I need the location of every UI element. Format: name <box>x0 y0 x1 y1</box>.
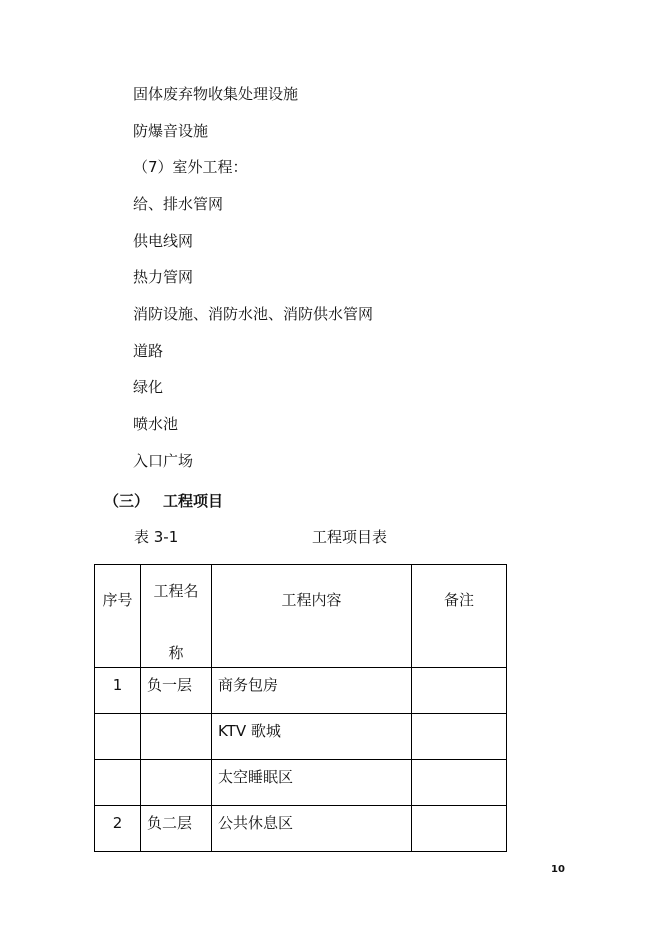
cell-no <box>95 760 141 806</box>
body-line-fountain: 喷水池 <box>133 415 179 433</box>
page-number: 10 <box>551 864 565 875</box>
cell-content: 公共休息区 <box>212 806 412 852</box>
section-number: （三） <box>104 492 150 510</box>
table-caption-number: 表 3-1 <box>134 528 179 546</box>
body-line-green: 绿化 <box>133 378 164 396</box>
section-heading <box>104 491 223 511</box>
header-remark: 备注 <box>412 565 507 668</box>
cell-remark <box>412 806 507 852</box>
cell-content: 太空睡眠区 <box>212 760 412 806</box>
body-line-fire: 消防设施、消防水池、消防供水管网 <box>133 305 374 323</box>
cell-no: 2 <box>95 806 141 852</box>
cell-content: KTV 歌城 <box>212 714 412 760</box>
body-line-road: 道路 <box>133 342 164 360</box>
table-caption-title: 工程项目表 <box>312 528 388 546</box>
header-name: 工程名 称 <box>141 565 212 668</box>
body-line-water: 给、排水管网 <box>133 195 224 213</box>
body-line-plaza: 入口广场 <box>133 452 194 470</box>
body-line-heat: 热力管网 <box>133 268 194 286</box>
cell-no <box>95 714 141 760</box>
cell-content: 商务包房 <box>212 668 412 714</box>
body-line-noise: 防爆音设施 <box>133 122 209 140</box>
cell-name: 负二层 <box>141 806 212 852</box>
cell-remark <box>412 714 507 760</box>
cell-remark <box>412 668 507 714</box>
table-row <box>95 668 507 714</box>
body-line-outdoor: （7）室外工程： <box>133 158 248 176</box>
table-header-row <box>95 565 507 668</box>
body-line-power: 供电线网 <box>133 232 194 250</box>
section-title: 工程项目 <box>163 492 224 510</box>
cell-no: 1 <box>95 668 141 714</box>
cell-name <box>141 714 212 760</box>
header-no: 序号 <box>95 565 141 668</box>
project-table <box>94 564 507 852</box>
table-row <box>95 714 507 760</box>
header-content: 工程内容 <box>212 565 412 668</box>
table-row <box>95 806 507 852</box>
cell-name <box>141 760 212 806</box>
body-line-solid-waste: 固体废弃物收集处理设施 <box>133 85 299 103</box>
table-row <box>95 760 507 806</box>
cell-name: 负一层 <box>141 668 212 714</box>
cell-remark <box>412 760 507 806</box>
